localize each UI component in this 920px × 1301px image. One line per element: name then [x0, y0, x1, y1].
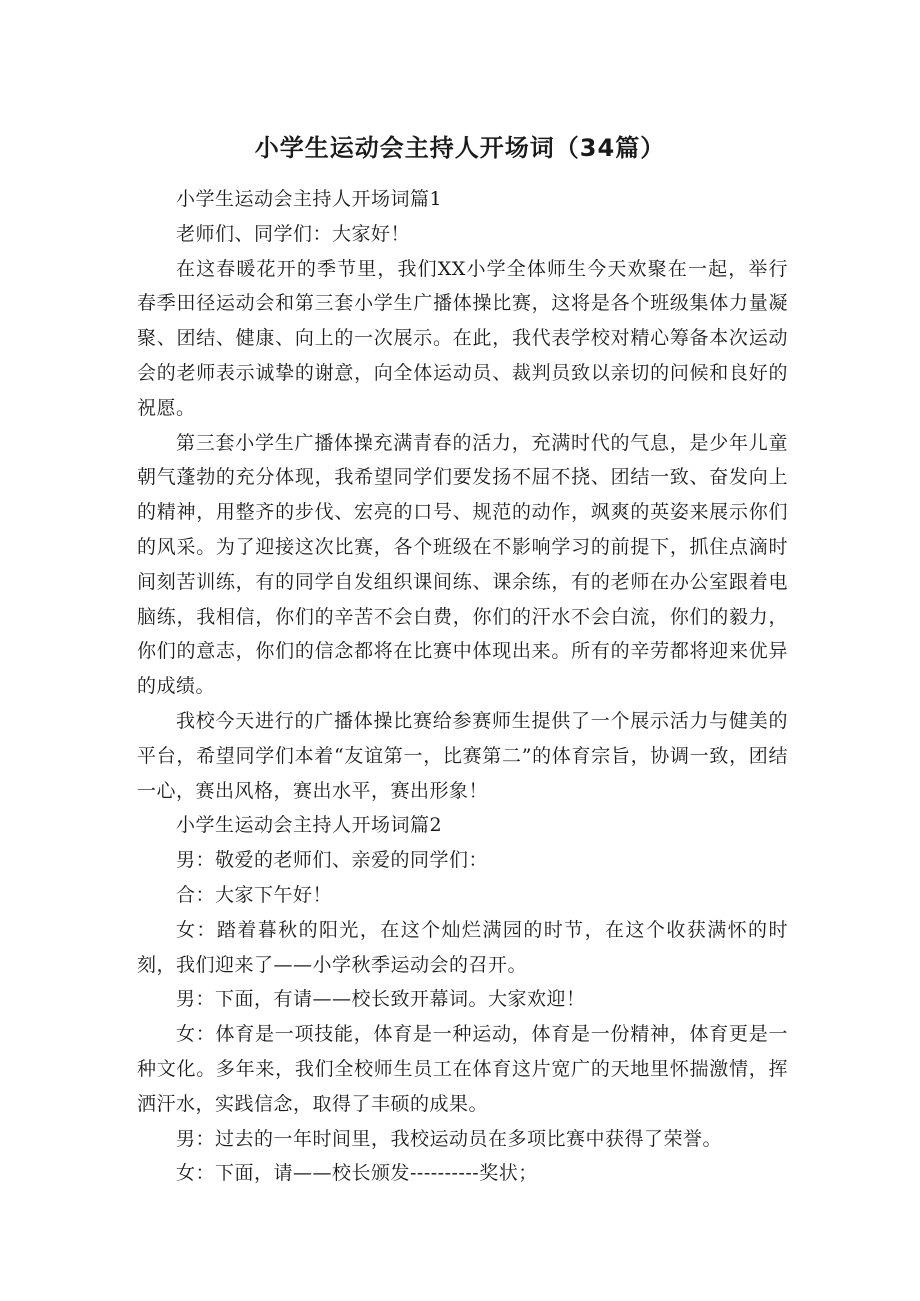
body-paragraph: 在这春暖花开的季节里，我们XX小学全体师生今天欢聚在一起，举行春季田径运动会和第三套小学生广播体操比赛，这将是各个班级集体力量凝聚、团结、健康、向上的一次展示。在此，我代表学校对精心筹备本次运动会的老师表示诚挚的谢意，向全体运动员、裁判员致以亲切的问候和良好的祝愿。	[137, 257, 788, 419]
body-paragraph: 我校今天进行的广播体操比赛给参赛师生提供了一个展示活力与健美的平台，希望同学们本着“友谊第一，比赛第二”的体育宗旨，协调一致，团结一心，赛出风格，赛出水平，赛出形象！	[137, 709, 788, 802]
section-heading-2: 小学生运动会主持人开场词篇2	[176, 814, 443, 837]
dialogue-line: 男：过去的一年时间里，我校运动员在多项比赛中获得了荣誉。	[176, 1127, 723, 1150]
document-title: 小学生运动会主持人开场词（34篇）	[254, 134, 666, 163]
dialogue-line: 女：踏着暮秋的阳光，在这个灿烂满园的时节，在这个收获满怀的时刻，我们迎来了——小学秋季运动会的召开。	[137, 918, 788, 976]
body-paragraph: 第三套小学生广播体操充满青春的活力，充满时代的气息，是少年儿童朝气蓬勃的充分体现，我希望同学们要发扬不屈不挠、团结一致、奋发向上的精神，用整齐的步伐、宏亮的口号、规范的动作，飒爽的英姿来展示你们的风采。为了迎接这次比赛，各个班级在不影响学习的前提下，抓住点滴时间刻苦训练，有的同学自发组织课间练、课余练，有的老师在办公室跟着电脑练，我相信，你们的辛苦不会白费，你们的汗水不会白流，你们的毅力，你们的意志，你们的信念都将在比赛中体现出来。所有的辛劳都将迎来优异的成绩。	[137, 431, 788, 698]
greeting-paragraph: 老师们、同学们：大家好！	[176, 222, 411, 245]
dialogue-line: 男：敬爱的老师们、亲爱的同学们：	[176, 849, 489, 872]
dialogue-line: 女：体育是一项技能，体育是一种运动，体育是一份精神，体育更是一种文化。多年来，我们全校师生员工在体育这片宽广的天地里怀揣激情，挥洒汗水，实践信念，取得了丰硕的成果。	[137, 1023, 788, 1115]
dialogue-line: 男：下面，有请——校长致开幕词。大家欢迎！	[176, 988, 586, 1011]
section-heading-1: 小学生运动会主持人开场词篇1	[176, 188, 443, 210]
dialogue-line: 合：大家下午好！	[176, 883, 333, 906]
document-body	[137, 182, 788, 1191]
dialogue-line: 女：下面，请——校长颁发----------奖状；	[176, 1162, 538, 1185]
